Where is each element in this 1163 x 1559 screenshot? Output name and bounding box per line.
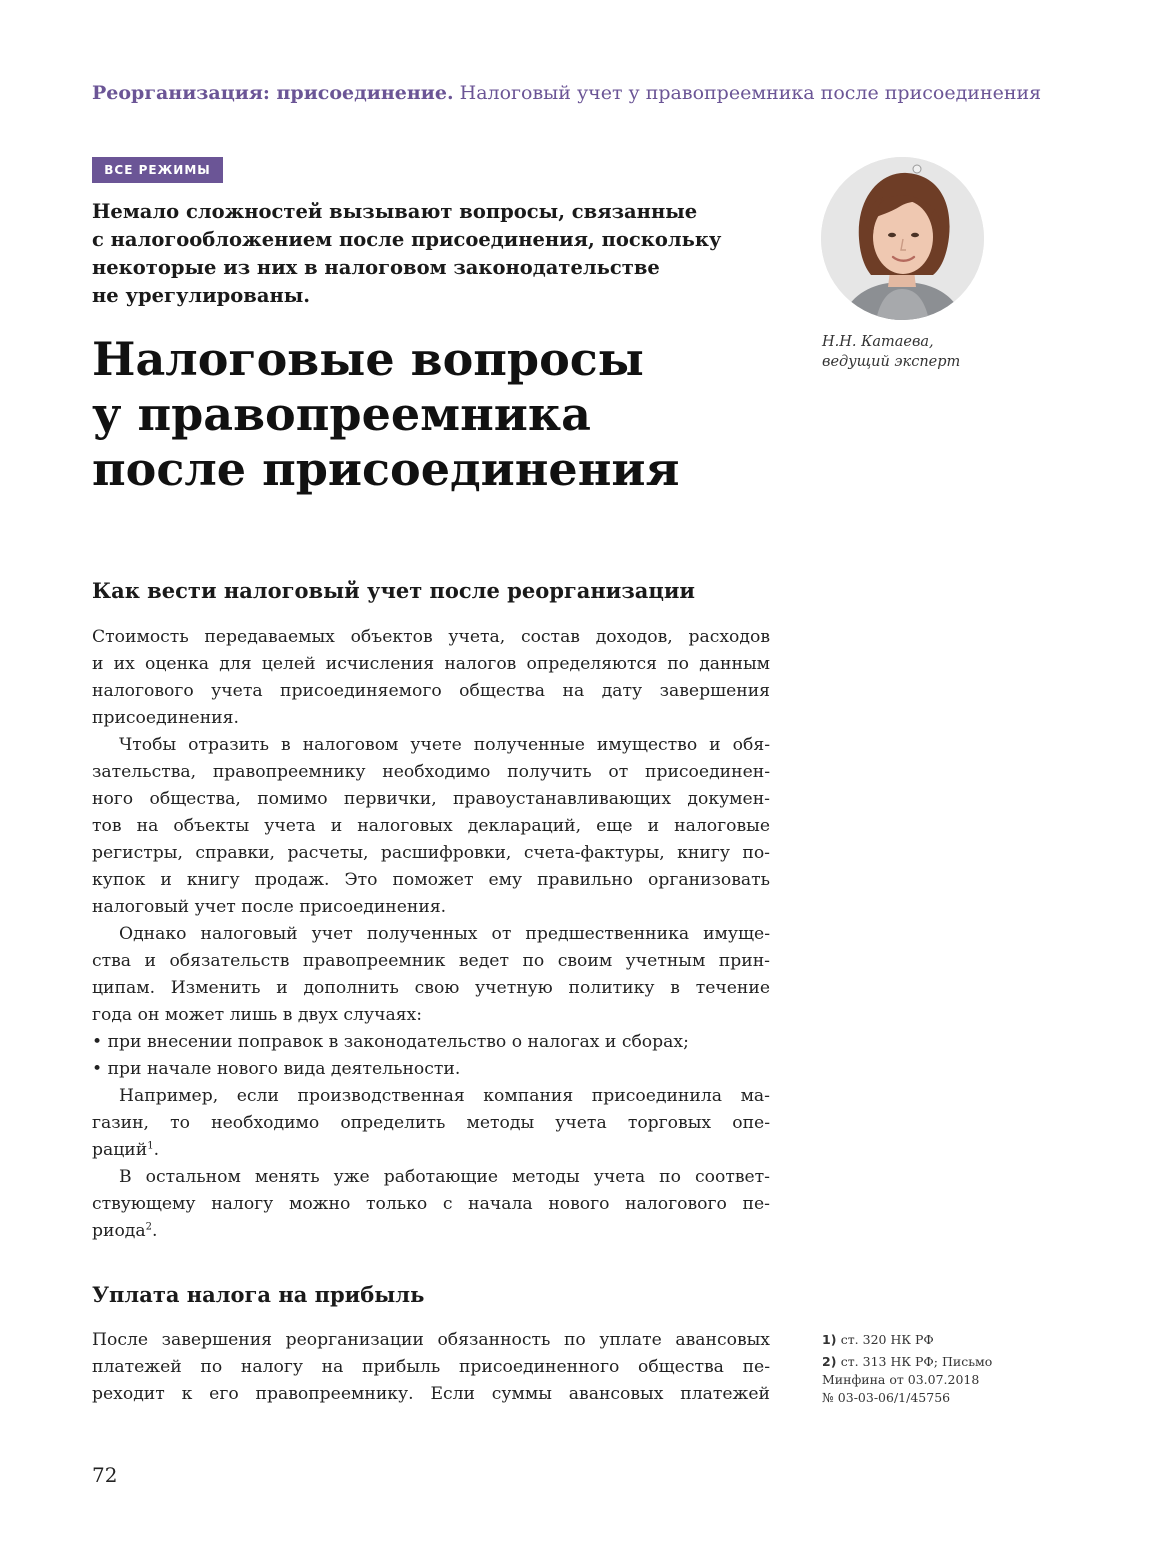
text-line <box>92 1381 770 1408</box>
article-title <box>92 332 792 497</box>
section1-body <box>92 624 770 1245</box>
author-photo <box>821 157 984 320</box>
footnote-number: 1) <box>822 1332 841 1347</box>
text-line-content: ствующему налогу можно только с начала нового налогового пе- <box>92 1194 770 1214</box>
text-line-content: После завершения реорганизации обязанность по уплате авансовых <box>92 1330 770 1350</box>
text-line-content: Однако налоговый учет полученных от предшественника имуще- <box>119 924 770 944</box>
text-line-content: Стоимость передаваемых объектов учета, состав доходов, расходов <box>92 627 770 647</box>
text-line-content: года он может лишь в двух случаях: <box>92 1005 423 1025</box>
text-line-content: ципам. Изменить и дополнить свою учетную политику в течение <box>92 978 770 998</box>
text-line-content: и их оценка для целей исчисления налогов определяются по данным <box>92 654 770 674</box>
text-line <box>92 948 770 975</box>
text-line-tail: . <box>153 1140 160 1160</box>
text-line-content: • при начале нового вида деятельности. <box>92 1059 461 1079</box>
text-line <box>92 1083 770 1110</box>
lead-line: некоторые из них в налоговом законодательстве <box>92 256 660 279</box>
text-line-content: купок и книгу продаж. Это поможет ему правильно организовать <box>92 870 770 890</box>
text-line <box>92 1137 770 1164</box>
text-line <box>92 1191 770 1218</box>
footnote-line: № 03-03-06/1/45756 <box>822 1390 951 1405</box>
text-line <box>92 975 770 1002</box>
lead-line: с налогообложением после присоединения, поскольку <box>92 228 722 251</box>
footnotes <box>822 1331 1062 1411</box>
lead-paragraph <box>92 198 782 310</box>
text-line <box>92 894 770 921</box>
author-name: Н.Н. Катаева, <box>822 334 934 350</box>
text-line <box>92 840 770 867</box>
section-heading-tax-accounting: Как вести налоговый учет после реорганизации <box>92 578 695 603</box>
footnote-line: 2) ст. 313 НК РФ; Письмо <box>822 1354 993 1369</box>
text-line-content: ства и обязательств правопреемник ведет по своим учетным прин- <box>92 951 770 971</box>
text-line <box>92 678 770 705</box>
text-line-content: налогового учета присоединяемого общества на дату завершения <box>92 681 770 701</box>
text-line-content: платежей по налогу на прибыль присоединенного общества пе- <box>92 1357 770 1377</box>
running-head <box>92 82 1092 104</box>
footnote-line: Минфина от 03.07.2018 <box>822 1372 980 1387</box>
lead-line: Немало сложностей вызывают вопросы, связанные <box>92 200 698 223</box>
section-heading-profit-tax: Уплата налога на прибыль <box>92 1282 425 1307</box>
text-line-content: тов на объекты учета и налоговых деклараций, еще и налоговые <box>92 816 770 836</box>
text-line <box>92 705 770 732</box>
text-line-content: риода <box>92 1221 146 1241</box>
text-line <box>92 1164 770 1191</box>
text-line <box>92 1002 770 1029</box>
page-number: 72 <box>92 1463 118 1487</box>
text-line <box>92 651 770 678</box>
author-caption <box>822 332 1042 372</box>
text-line <box>92 1354 770 1381</box>
author-role: ведущий эксперт <box>822 354 961 370</box>
footnote-line: 1) ст. 320 НК РФ <box>822 1332 934 1347</box>
text-line-content: ного общества, помимо первички, правоустанавливающих докумен- <box>92 789 770 809</box>
running-head-section: Реорганизация: присоединение. <box>92 82 454 104</box>
author-portrait-icon <box>821 157 984 320</box>
footnote-ref[interactable]: 2 <box>145 1221 153 1233</box>
text-line <box>92 759 770 786</box>
text-line-content: зательства, правопреемнику необходимо получить от присоединен- <box>92 762 770 782</box>
text-line-content: Чтобы отразить в налоговом учете полученные имущество и обя- <box>119 735 770 755</box>
footnote <box>822 1331 1062 1349</box>
text-line-content: присоединения. <box>92 708 239 728</box>
footnote-ref[interactable]: 1 <box>147 1140 154 1152</box>
text-line <box>92 1110 770 1137</box>
text-line <box>92 1218 770 1245</box>
text-line-content: газин, то необходимо определить методы учета торговых опе- <box>92 1113 770 1133</box>
text-line <box>92 813 770 840</box>
text-line <box>92 1327 770 1354</box>
text-line-content: раций <box>92 1140 148 1160</box>
text-line <box>92 1056 770 1083</box>
text-line <box>92 921 770 948</box>
text-line-content: В остальном менять уже работающие методы учета по соответ- <box>119 1167 770 1187</box>
text-line-content: регистры, справки, расчеты, расшифровки, счета-фактуры, книгу по- <box>92 843 770 863</box>
text-line-content: налоговый учет после присоединения. <box>92 897 447 917</box>
text-line-tail: . <box>152 1221 158 1241</box>
title-line: Налоговые вопросы <box>92 332 644 386</box>
text-line <box>92 867 770 894</box>
running-head-topic: Налоговый учет у правопреемника после присоединения <box>459 82 1042 104</box>
text-line <box>92 732 770 759</box>
text-line <box>92 786 770 813</box>
text-line-content: реходит к его правопреемнику. Если суммы авансовых платежей <box>92 1384 770 1404</box>
text-line <box>92 624 770 651</box>
footnote <box>822 1353 1062 1407</box>
section2-body <box>92 1327 770 1408</box>
text-line <box>92 1029 770 1056</box>
text-line-content: Например, если производственная компания присоединила ма- <box>119 1086 770 1106</box>
regime-badge: ВСЕ РЕЖИМЫ <box>92 157 223 183</box>
lead-line: не урегулированы. <box>92 284 311 307</box>
title-line: у правопреемника <box>92 387 591 441</box>
text-line-content: • при внесении поправок в законодательство о налогах и сборах; <box>92 1032 689 1052</box>
footnote-number: 2) <box>822 1354 841 1369</box>
title-line: после присоединения <box>92 442 680 496</box>
